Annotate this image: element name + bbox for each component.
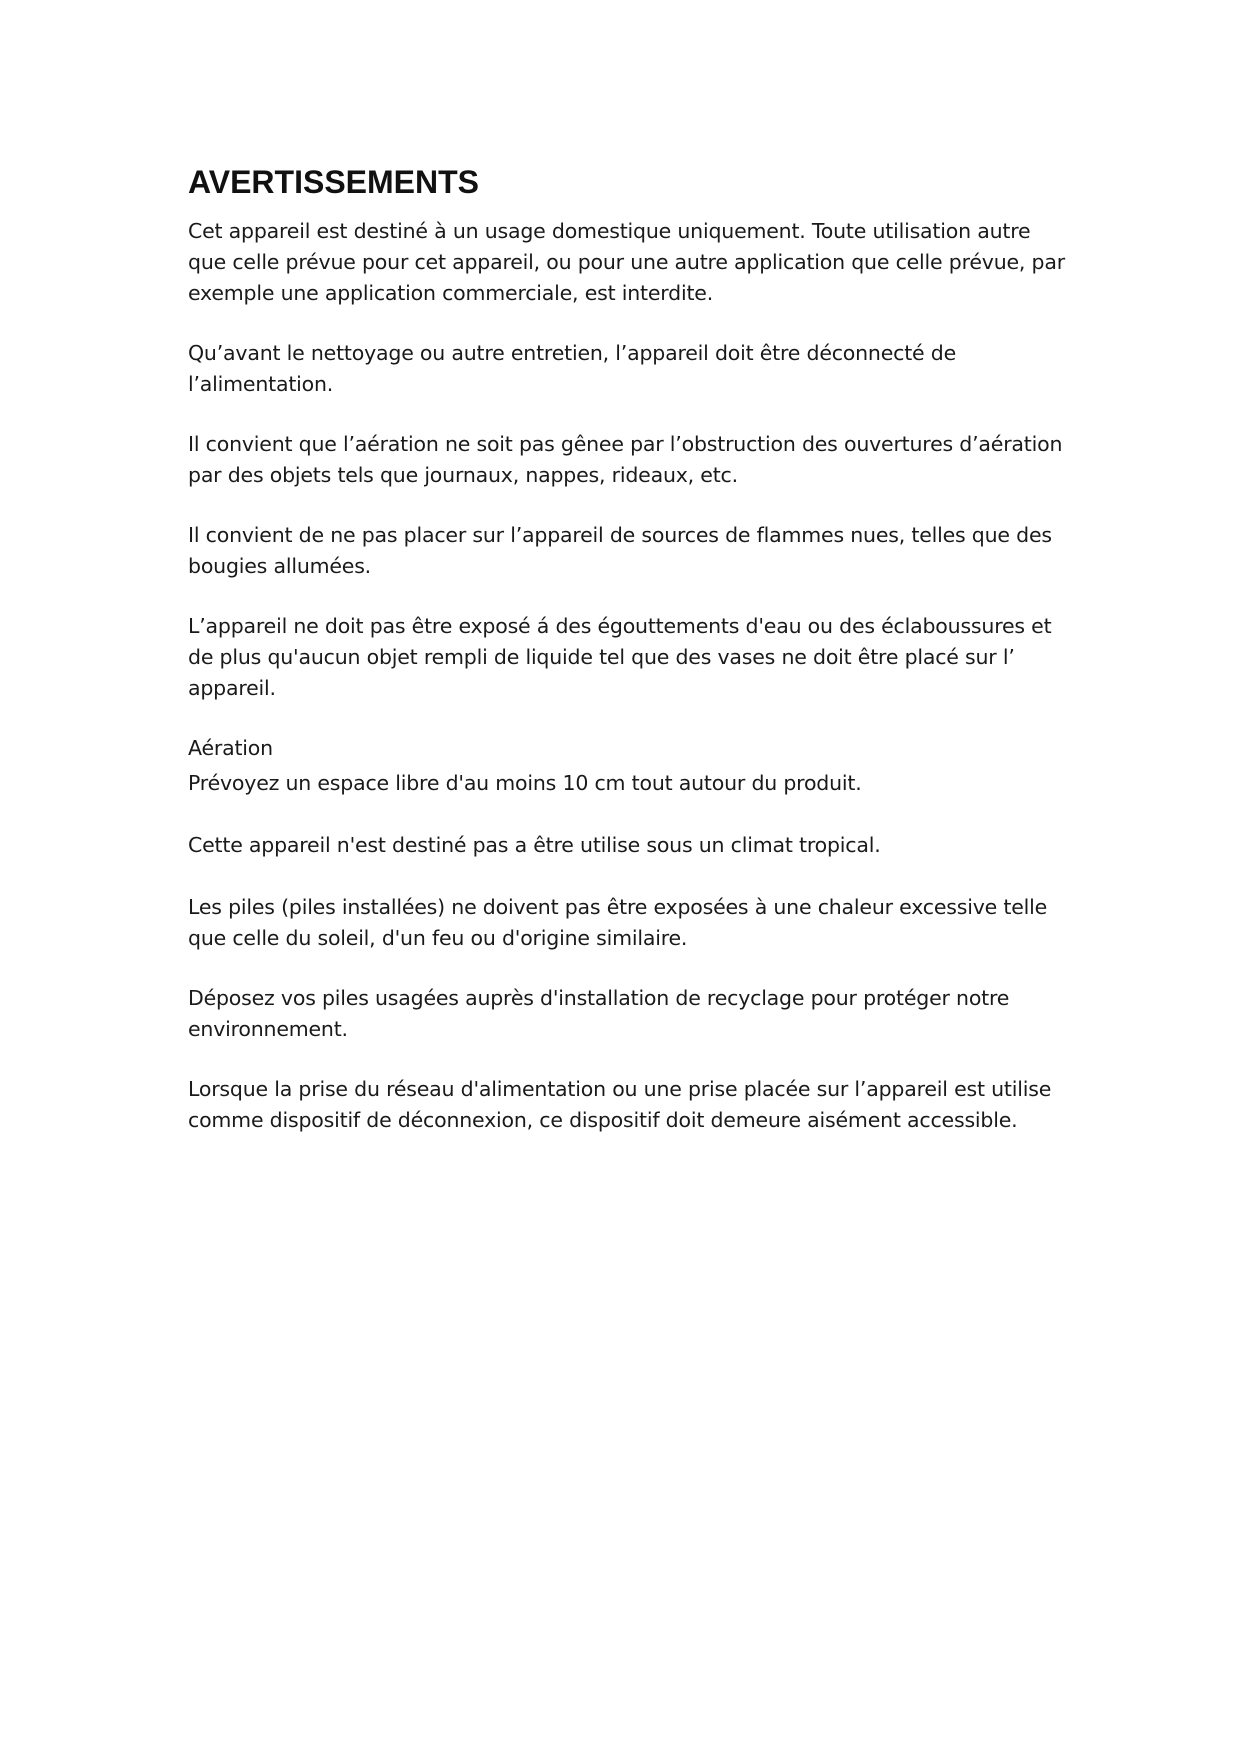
paragraph-open-flames: Il convient de ne pas placer sur l’appareil de sources de flammes nues, telles que des bougies allumées. — [188, 523, 1052, 578]
paragraph-batteries-heat: Les piles (piles installées) ne doivent pas être exposées à une chaleur excessive telle que celle du soleil, d'un feu ou d'origine similaire. — [188, 895, 1048, 950]
paragraph-cleaning: Qu’avant le nettoyage ou autre entretien, l’appareil doit être déconnecté de l’alimentation. — [188, 341, 957, 396]
paragraph-tropical-climate: Cette appareil n'est destiné pas a être utilise sous un climat tropical. — [188, 833, 881, 857]
document-page — [188, 160, 1068, 1136]
page-title: AVERTISSEMENTS — [188, 164, 479, 200]
paragraph-ventilation-obstruction: Il convient que l’aération ne soit pas gênee par l’obstruction des ouvertures d’aération par des objets tels que journaux, nappes, rideaux, etc. — [188, 432, 1063, 487]
paragraph-free-space: Prévoyez un espace libre d'au moins 10 cm tout autour du produit. — [188, 771, 862, 795]
paragraph-liquids: L’appareil ne doit pas être exposé á des égouttements d'eau ou des éclaboussures et de plus qu'aucun objet rempli de liquide tel que des vases ne doit être placé sur l’ appareil. — [188, 614, 1052, 700]
paragraph-domestic-use: Cet appareil est destiné à un usage domestique uniquement. Toute utilisation autre que celle prévue pour cet appareil, ou pour une autre application que celle prévue, par exemple une application commerciale, est interdite. — [188, 219, 1065, 305]
paragraph-battery-recycling: Déposez vos piles usagées auprès d'installation de recyclage pour protéger notre environnement. — [188, 986, 1010, 1041]
paragraph-disconnect-device: Lorsque la prise du réseau d'alimentation ou une prise placée sur l’appareil est utilise comme dispositif de déconnexion, ce dispositif doit demeure aisément accessible. — [188, 1077, 1052, 1132]
section-heading-aeration: Aération — [188, 736, 273, 760]
